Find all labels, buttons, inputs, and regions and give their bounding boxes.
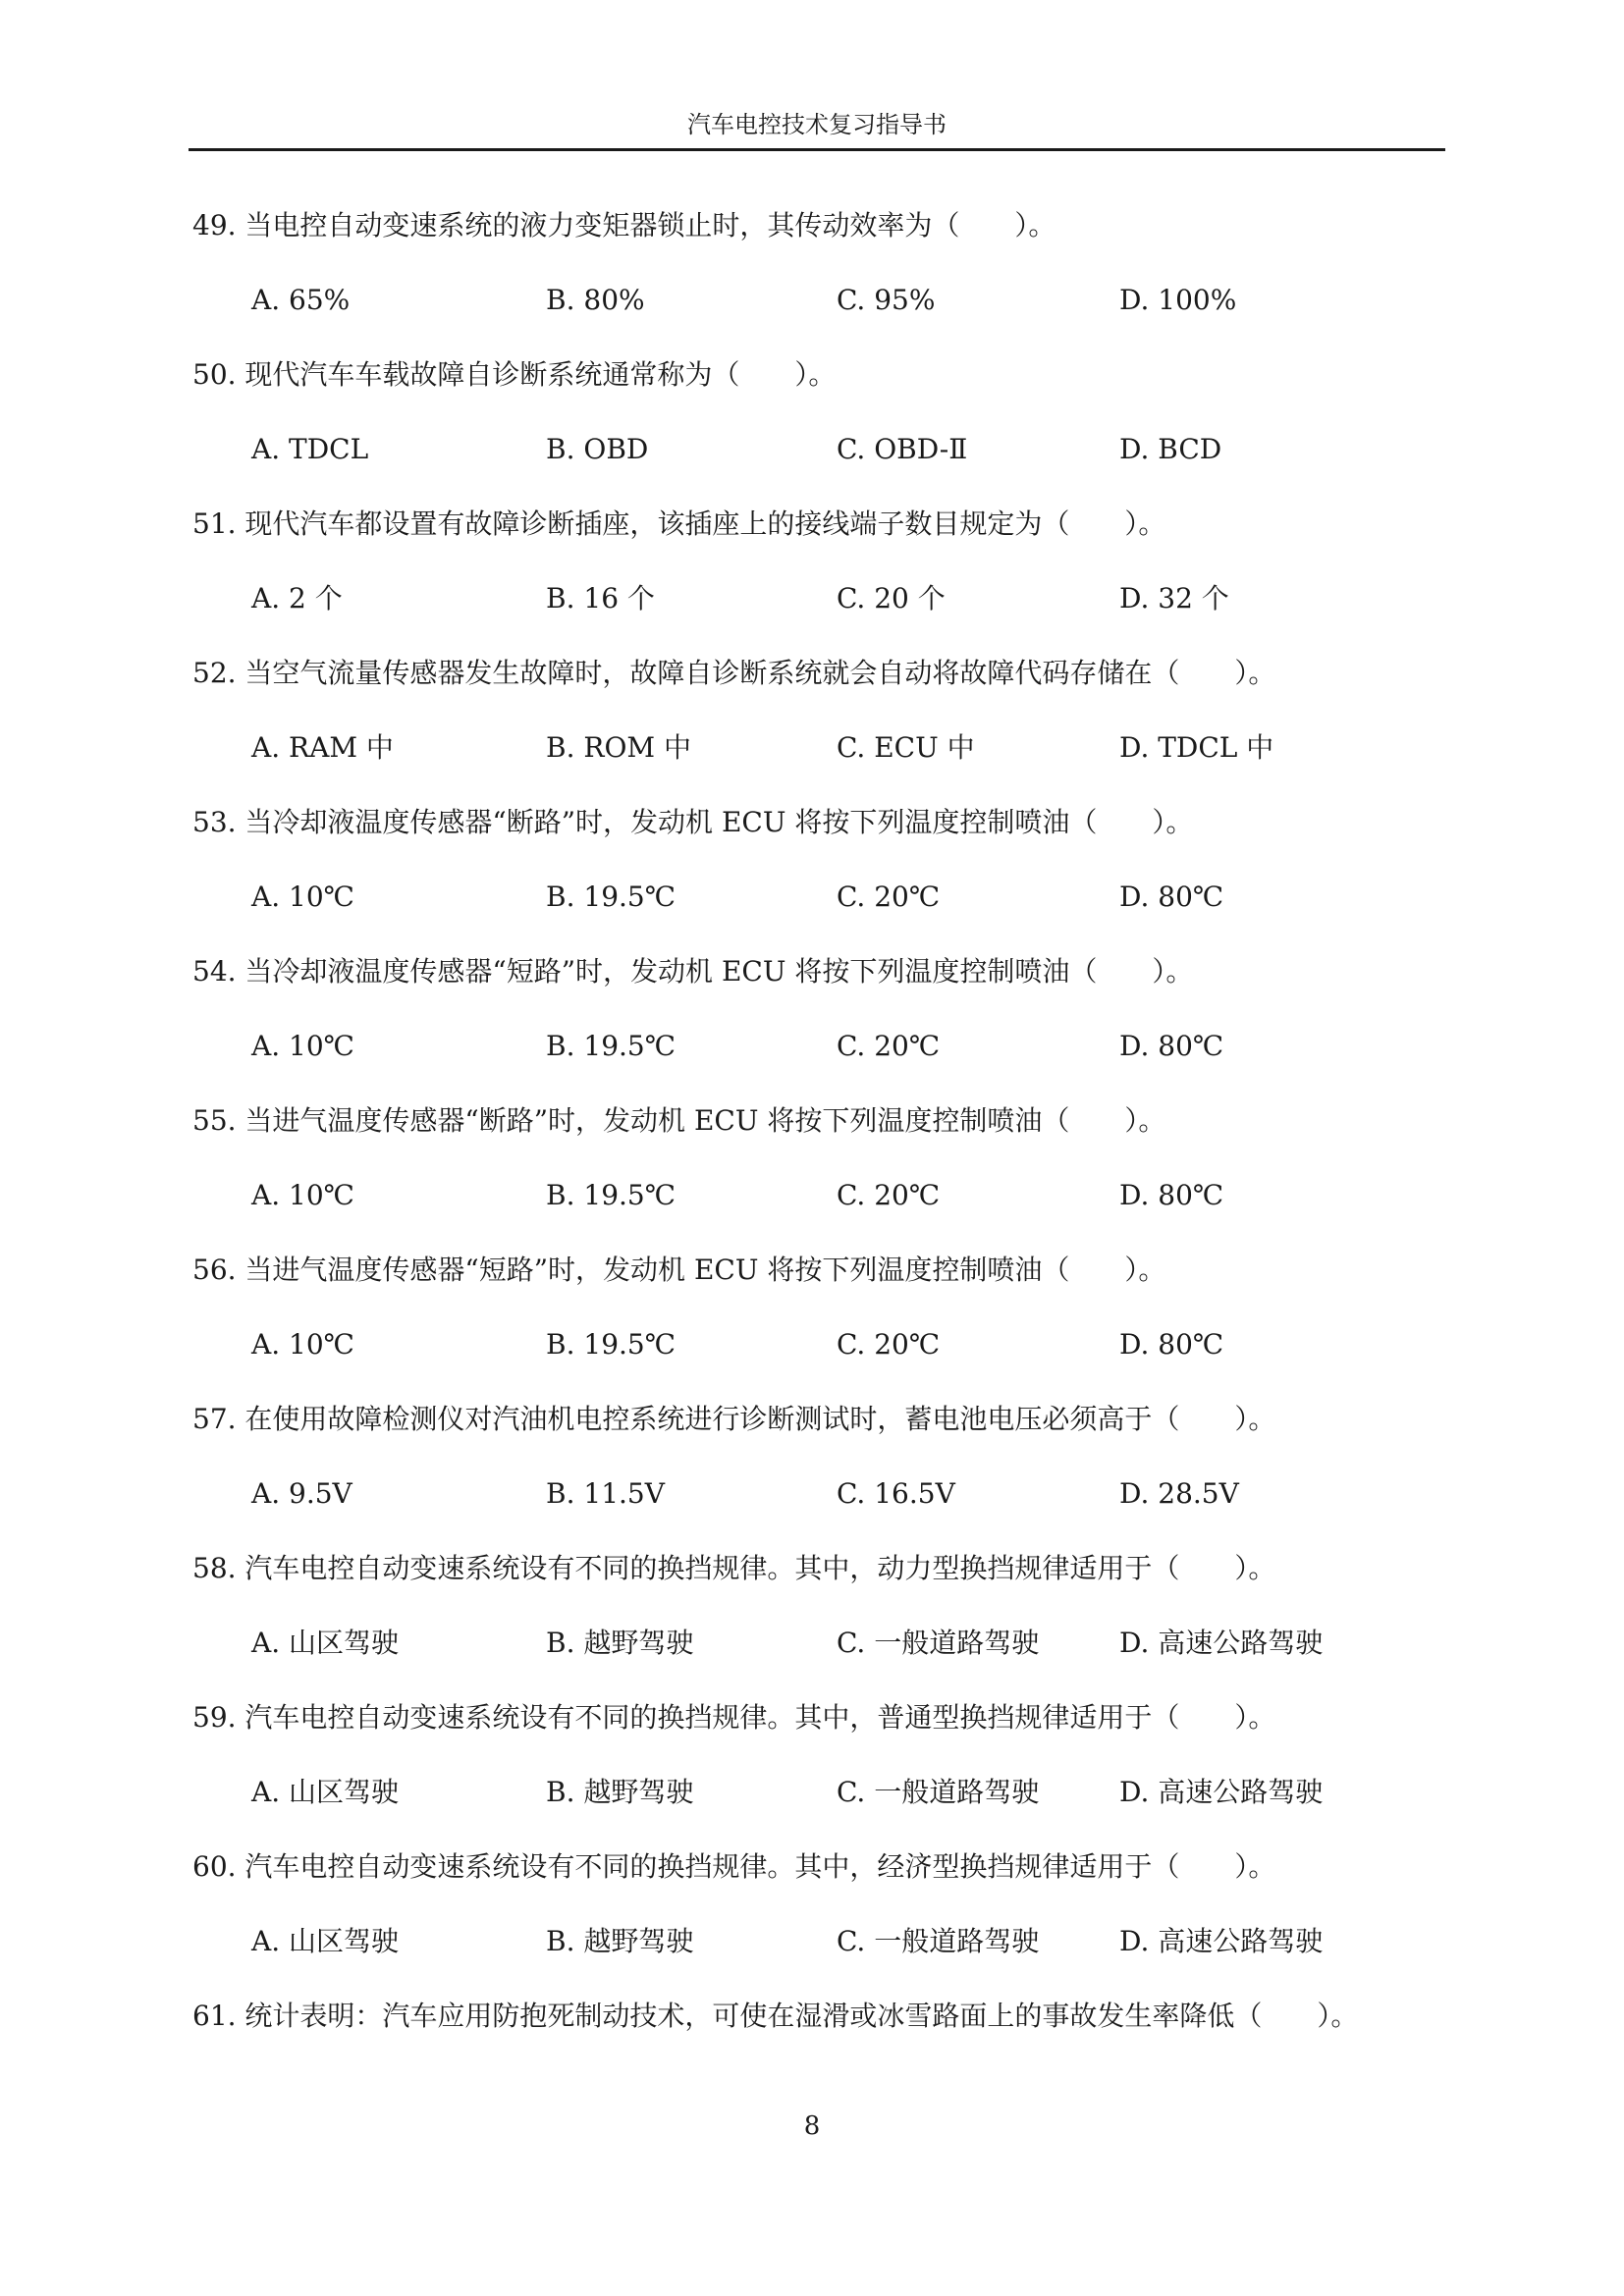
option-a: A. TDCL: [251, 433, 369, 465]
option-a: A. 2 个: [251, 582, 343, 614]
question-52: [192, 648, 1449, 797]
option-b: B. 越野驾驶: [546, 1776, 694, 1808]
question-stem: 54. 当冷却液温度传感器“短路”时，发动机 ECU 将按下列温度控制喷油（ ）。: [192, 955, 1194, 988]
question-stem: 56. 当进气温度传感器“短路”时，发动机 ECU 将按下列温度控制喷油（ ）。: [192, 1254, 1166, 1286]
question-stem: 60. 汽车电控自动变速系统设有不同的换挡规律。其中，经济型换挡规律适用于（ ）。: [192, 1850, 1276, 1883]
option-b: B. 19.5℃: [546, 1179, 677, 1211]
option-c: C. 一般道路驾驶: [837, 1627, 1040, 1659]
option-b: B. 19.5℃: [546, 881, 677, 913]
option-a: A. RAM 中: [251, 731, 394, 764]
question-53: [192, 797, 1449, 946]
answer-options: [251, 573, 1331, 624]
question-stem: 55. 当进气温度传感器“断路”时，发动机 ECU 将按下列温度控制喷油（ ）。: [192, 1104, 1166, 1137]
question-60: [192, 1842, 1449, 1991]
question-50: [192, 349, 1449, 499]
option-d: D. 32 个: [1119, 582, 1229, 614]
question-stem: 50. 现代汽车车载故障自诊断系统通常称为（ ）。: [192, 358, 837, 391]
option-d: D. BCD: [1119, 433, 1222, 465]
question-stem: 49. 当电控自动变速系统的液力变矩器锁止时，其传动效率为（ ）。: [192, 209, 1056, 241]
question-stem: 61. 统计表明：汽车应用防抱死制动技术，可使在湿滑或冰雪路面上的事故发生率降低（ ）。: [192, 2000, 1359, 2032]
answer-options: [251, 1767, 1331, 1818]
option-b: B. ROM 中: [546, 731, 691, 764]
option-c: C. OBD-Ⅱ: [837, 433, 968, 465]
option-c: C. 95%: [837, 284, 936, 316]
option-b: B. 80%: [546, 284, 645, 316]
option-b: B. 越野驾驶: [546, 1925, 694, 1957]
option-b: B. 19.5℃: [546, 1030, 677, 1062]
question-stem: 57. 在使用故障检测仪对汽油机电控系统进行诊断测试时，蓄电池电压必须高于（ ）。: [192, 1403, 1276, 1435]
question-stem: 51. 现代汽车都设置有故障诊断插座，该插座上的接线端子数目规定为（ ）。: [192, 507, 1166, 540]
question-59: [192, 1692, 1449, 1842]
option-d: D. TDCL 中: [1119, 731, 1274, 764]
option-a: A. 山区驾驶: [251, 1627, 400, 1659]
option-b: B. 19.5℃: [546, 1328, 677, 1361]
answer-options: [251, 424, 1331, 475]
option-b: B. 16 个: [546, 582, 655, 614]
option-a: A. 9.5V: [251, 1477, 352, 1510]
option-c: C. ECU 中: [837, 731, 975, 764]
option-a: A. 山区驾驶: [251, 1776, 400, 1808]
question-54: [192, 946, 1449, 1095]
answer-options: [251, 1916, 1331, 1967]
page-number: 8: [803, 2111, 821, 2141]
option-d: D. 80℃: [1119, 1328, 1224, 1361]
answer-options: [251, 1319, 1331, 1370]
option-c: C. 20 个: [837, 582, 946, 614]
option-a: A. 10℃: [251, 1030, 354, 1062]
question-51: [192, 499, 1449, 648]
option-a: A. 65%: [251, 284, 351, 316]
option-d: D. 高速公路驾驶: [1119, 1627, 1324, 1659]
question-list: [192, 200, 1449, 2140]
page-header-title: 汽车电控技术复习指导书: [687, 111, 947, 138]
question-stem: 53. 当冷却液温度传感器“断路”时，发动机 ECU 将按下列温度控制喷油（ ）。: [192, 806, 1194, 838]
question-stem: 52. 当空气流量传感器发生故障时，故障自诊断系统就会自动将故障代码存储在（ ）。: [192, 657, 1276, 689]
question-56: [192, 1245, 1449, 1394]
answer-options: [251, 1618, 1331, 1669]
option-b: B. OBD: [546, 433, 649, 465]
option-d: D. 高速公路驾驶: [1119, 1925, 1324, 1957]
question-49: [192, 200, 1449, 349]
option-d: D. 80℃: [1119, 1030, 1224, 1062]
option-a: A. 山区驾驶: [251, 1925, 400, 1957]
question-stem: 58. 汽车电控自动变速系统设有不同的换挡规律。其中，动力型换挡规律适用于（ ）。: [192, 1552, 1276, 1584]
option-c: C. 20℃: [837, 881, 941, 913]
option-c: C. 20℃: [837, 1328, 941, 1361]
option-b: B. 11.5V: [546, 1477, 665, 1510]
option-a: A. 10℃: [251, 1328, 354, 1361]
option-b: B. 越野驾驶: [546, 1627, 694, 1659]
option-a: A. 10℃: [251, 1179, 354, 1211]
option-d: D. 28.5V: [1119, 1477, 1239, 1510]
answer-options: [251, 722, 1331, 774]
question-57: [192, 1394, 1449, 1543]
option-c: C. 16.5V: [837, 1477, 955, 1510]
option-d: D. 100%: [1119, 284, 1237, 316]
question-55: [192, 1095, 1449, 1245]
option-c: C. 20℃: [837, 1179, 941, 1211]
answer-options: [251, 275, 1331, 326]
question-58: [192, 1543, 1449, 1692]
option-d: D. 高速公路驾驶: [1119, 1776, 1324, 1808]
answer-options: [251, 1170, 1331, 1221]
header-rule: [189, 148, 1445, 151]
option-a: A. 10℃: [251, 881, 354, 913]
option-c: C. 一般道路驾驶: [837, 1776, 1040, 1808]
option-c: C. 20℃: [837, 1030, 941, 1062]
answer-options: [251, 1468, 1331, 1520]
option-d: D. 80℃: [1119, 1179, 1224, 1211]
answer-options: [251, 1021, 1331, 1072]
option-c: C. 一般道路驾驶: [837, 1925, 1040, 1957]
option-d: D. 80℃: [1119, 881, 1224, 913]
answer-options: [251, 872, 1331, 923]
question-stem: 59. 汽车电控自动变速系统设有不同的换挡规律。其中，普通型换挡规律适用于（ ）。: [192, 1701, 1276, 1734]
